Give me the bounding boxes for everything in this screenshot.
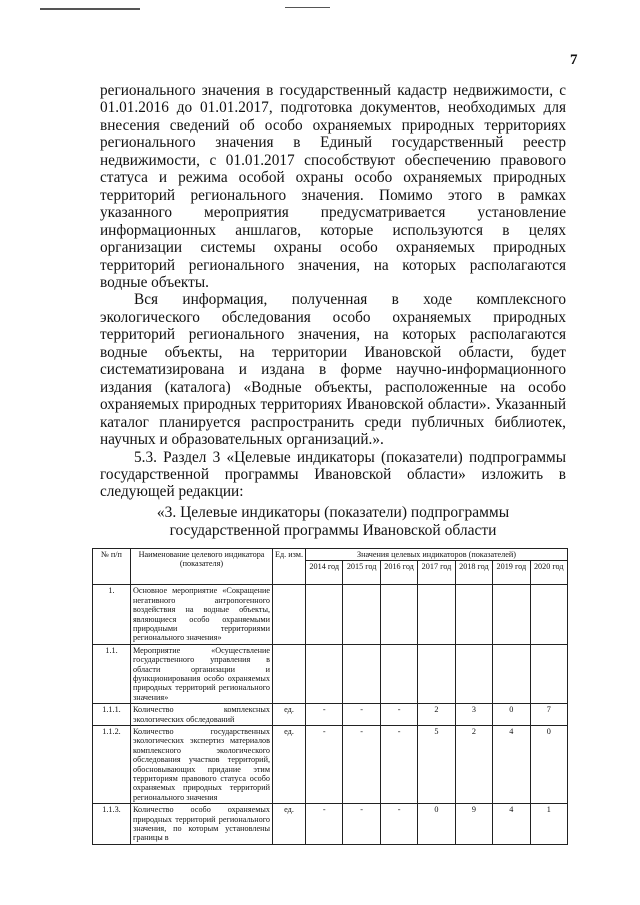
value-cell xyxy=(306,644,343,703)
value-cell xyxy=(455,644,492,703)
value-cell xyxy=(493,644,530,703)
table-row xyxy=(93,725,568,803)
indicator-name: Основное мероприятие «Сокращение негативного антропогенного воздействия на водные объекты, являющиеся особо охраняемыми природными территориями регионального значения» xyxy=(131,585,273,644)
header-year: 2018 год xyxy=(455,561,492,585)
unit: ед. xyxy=(273,704,306,726)
value-cell: 4 xyxy=(493,804,530,845)
section-title-line: «3. Целевые индикаторы (показатели) подпрограммы xyxy=(156,503,510,521)
header-year: 2020 год xyxy=(530,561,567,585)
section-title xyxy=(100,504,566,540)
header-values: Значения целевых индикаторов (показателей) xyxy=(306,548,568,560)
value-cell xyxy=(493,585,530,644)
table-row xyxy=(93,585,568,644)
value-cell: - xyxy=(380,704,417,726)
unit xyxy=(273,644,306,703)
value-cell: - xyxy=(306,704,343,726)
indicator-name: Количество комплексных экологических обследований xyxy=(131,704,273,726)
section-title-line: государственной программы Ивановской области xyxy=(169,521,497,539)
value-cell: - xyxy=(306,725,343,803)
row-number: 1.1. xyxy=(93,644,131,703)
unit xyxy=(273,585,306,644)
value-cell: 2 xyxy=(455,725,492,803)
indicator-name: Мероприятие «Осуществление государственного управления в области организации и функционирования особо охраняемых природных территорий регионального значения» xyxy=(131,644,273,703)
unit: ед. xyxy=(273,804,306,845)
value-cell xyxy=(343,644,380,703)
value-cell: 9 xyxy=(455,804,492,845)
header-year: 2019 год xyxy=(493,561,530,585)
value-cell xyxy=(418,585,455,644)
header-year: 2014 год xyxy=(306,561,343,585)
body-text xyxy=(100,82,566,540)
header-year: 2017 год xyxy=(418,561,455,585)
value-cell: 2 xyxy=(418,704,455,726)
value-cell xyxy=(343,585,380,644)
paragraph: 5.3. Раздел 3 «Целевые индикаторы (показатели) подпрограммы государственной программы Ивановской области» изложить в следующей редакции: xyxy=(100,448,566,501)
value-cell: - xyxy=(343,804,380,845)
header-unit: Ед. изм. xyxy=(273,548,306,584)
value-cell xyxy=(530,585,567,644)
row-number: 1.1.2. xyxy=(93,725,131,803)
value-cell xyxy=(455,585,492,644)
value-cell xyxy=(380,644,417,703)
value-cell: 4 xyxy=(493,725,530,803)
value-cell: - xyxy=(306,804,343,845)
header-year: 2015 год xyxy=(343,561,380,585)
header-year: 2016 год xyxy=(380,561,417,585)
header-name: Наименование целевого индикатора (показателя) xyxy=(131,548,273,584)
value-cell: 0 xyxy=(418,804,455,845)
value-cell: 1 xyxy=(530,804,567,845)
value-cell xyxy=(306,585,343,644)
value-cell: 3 xyxy=(455,704,492,726)
value-cell xyxy=(418,644,455,703)
value-cell: 5 xyxy=(418,725,455,803)
value-cell: - xyxy=(380,725,417,803)
value-cell xyxy=(380,585,417,644)
table-row xyxy=(93,704,568,726)
table-row xyxy=(93,644,568,703)
indicator-name: Количество особо охраняемых природных территорий регионального значения, по которым установлены границы в xyxy=(131,804,273,845)
value-cell: 0 xyxy=(530,725,567,803)
value-cell: - xyxy=(343,725,380,803)
value-cell: 7 xyxy=(530,704,567,726)
value-cell: - xyxy=(343,704,380,726)
row-number: 1. xyxy=(93,585,131,644)
page-number: 7 xyxy=(570,52,578,68)
indicators-table xyxy=(92,548,568,845)
value-cell: - xyxy=(380,804,417,845)
row-number: 1.1.3. xyxy=(93,804,131,845)
paragraph: регионального значения в государственный кадастр недвижимости, с 01.01.2016 до 01.01.2017, подготовка документов, необходимых для внесения сведений об особо охраняемых природных территориях регионального значения в Единый государственный реестр недвижимости, с 01.01.2017 способствуют обеспечению правового статуса и режима особой охраны особо охраняемых природных территорий регионального значения. Помимо этого в рамках указанного мероприятия предусматривается установление информационных аншлагов, которые используются в целях организации системы охраны особо охраняемых природных территорий регионального значения, на которых располагаются водные объекты. xyxy=(100,82,566,291)
indicator-name: Количество государственных экологических экспертиз материалов комплексного экологического обследования участков территорий, обосновывающих придание этим территориям правового статуса особо охраняемых природных территорий регионального значения xyxy=(131,725,273,803)
table-row xyxy=(93,804,568,845)
header-num: № п/п xyxy=(93,548,131,584)
value-cell xyxy=(530,644,567,703)
unit: ед. xyxy=(273,725,306,803)
row-number: 1.1.1. xyxy=(93,704,131,726)
value-cell: 0 xyxy=(493,704,530,726)
paragraph: Вся информация, полученная в ходе комплексного экологического обследования особо охраняемых природных территорий регионального значения, на которых располагаются водные объекты, на территории Ивановской области, будет систематизирована и издана в форме научно-информационного издания (каталога) «Водные объекты, расположенные на особо охраняемых природных территориях Ивановской области». Указанный каталог планируется распространить среди публичных библиотек, научных и образовательных организаций.». xyxy=(100,291,566,449)
